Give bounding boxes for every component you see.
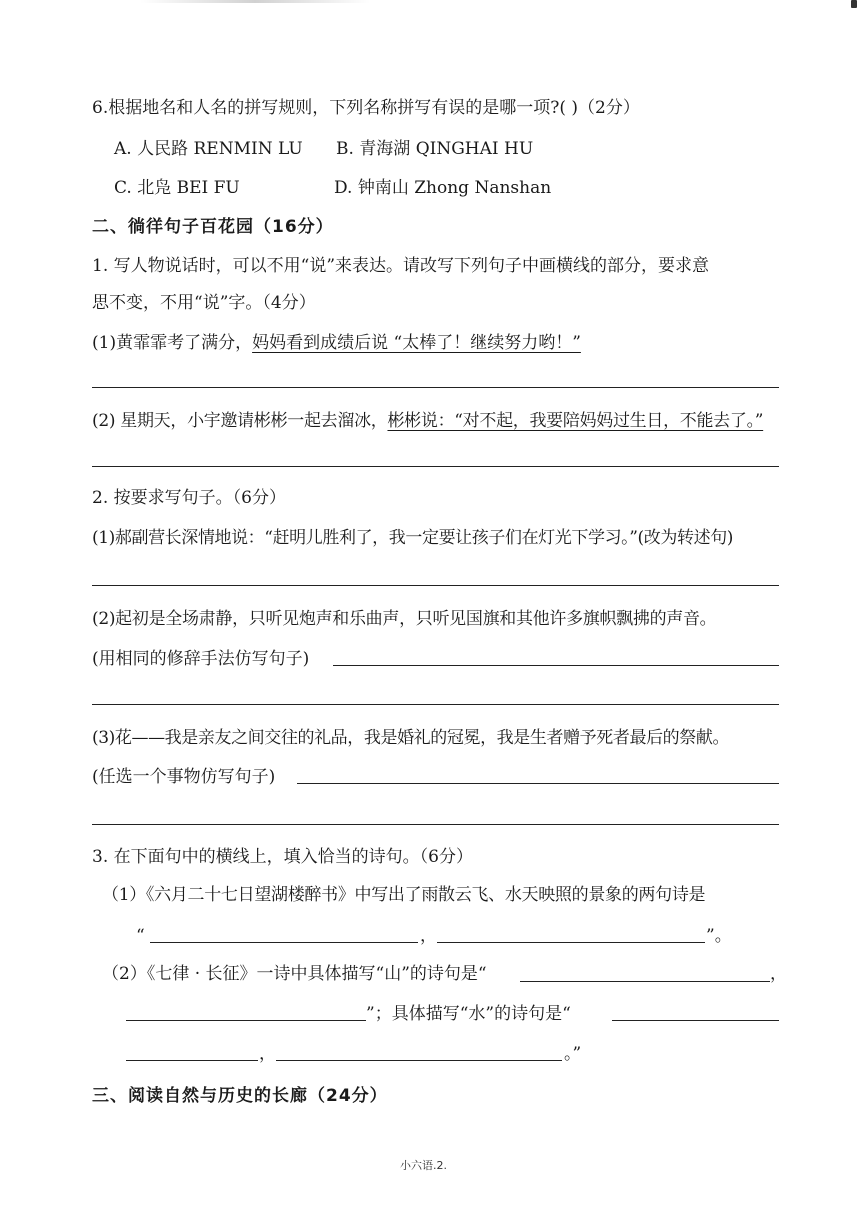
- s2-q2-item3-line2: (任选一个事物仿写句子): [92, 767, 276, 787]
- answer-line-q3-1a[interactable]: [150, 942, 418, 943]
- s2-q2-item2-line1: (2)起初是全场肃静，只听见炮声和乐曲声，只听见国旗和其他许多旗帜飘拂的声音。: [92, 609, 717, 629]
- s2-q1-item1-underlined: 妈妈看到成绩后说 “太棒了！继续努力哟！”: [252, 333, 581, 353]
- q6-option-d: D. 钟南山 Zhong Nanshan: [334, 178, 552, 198]
- s2-q1-stem-line1: 1. 写人物说话时，可以不用“说”来表达。请改写下列句子中画横线的部分，要求意: [92, 256, 710, 276]
- s2-q1-item2-prefix: (2) 星期天，小宇邀请彬彬一起去溜冰，: [92, 411, 388, 431]
- s2-q2-item3-line1: (3)花——我是亲友之间交往的礼品，我是婚礼的冠冕，我是生者赠予死者最后的祭献。: [92, 728, 730, 748]
- s2-q1-item1: [92, 332, 581, 354]
- s2-q3-item1-line1: （1）《六月二十七日望湖楼醉书》中写出了雨散云飞、水天映照的景象的两句诗是: [102, 885, 706, 905]
- scan-edge-mark: [140, 0, 370, 3]
- s2-q3-item2-line3-end: 。”: [564, 1044, 582, 1064]
- s2-q1-item2: [92, 410, 763, 432]
- s2-q3-item1-open-quote: “: [136, 926, 145, 946]
- answer-line-q1-2[interactable]: [92, 466, 779, 467]
- q6-option-a: A. 人民路 RENMIN LU: [114, 139, 303, 159]
- answer-line-q2-1[interactable]: [92, 585, 779, 586]
- section2-title: 二、徜徉句子百花园（16分）: [92, 217, 334, 237]
- answer-line-q3-2b[interactable]: [126, 1020, 366, 1021]
- section3-title: 三、阅读自然与历史的长廊（24分）: [92, 1086, 388, 1106]
- answer-line-q3-2a[interactable]: [520, 981, 770, 982]
- s2-q3-item2-line2-mid: ”；具体描写“水”的诗句是“: [366, 1004, 571, 1024]
- answer-line-q3-2e[interactable]: [276, 1060, 562, 1061]
- s2-q1-item1-prefix: (1)黄霏霏考了满分，: [92, 333, 253, 353]
- answer-line-q2-3b[interactable]: [92, 824, 779, 825]
- s2-q1-stem-line2: 思不变，不用“说”字。（4分）: [92, 293, 316, 313]
- answer-line-q1-1[interactable]: [92, 387, 779, 388]
- s2-q2-stem: 2. 按要求写句子。（6分）: [92, 488, 286, 508]
- answer-line-q3-2c[interactable]: [612, 1020, 779, 1021]
- q6-option-b: B. 青海湖 QINGHAI HU: [336, 139, 534, 159]
- s2-q2-item2-line2: (用相同的修辞手法仿写句子): [92, 649, 310, 669]
- s2-q2-item1: (1)郝副营长深情地说：“赶明儿胜利了，我一定要让孩子们在灯光下学习。”(改为转述句): [92, 528, 734, 548]
- scan-corner-mark: [851, 0, 857, 8]
- s2-q3-item2-line1: （2）《七律 · 长征》一诗中具体描写“山”的诗句是“: [102, 964, 487, 984]
- page-footer-label: 小六语.2.: [400, 1159, 447, 1172]
- q6-option-c: C. 北凫 BEI FU: [114, 178, 240, 198]
- answer-line-q3-1b[interactable]: [437, 942, 705, 943]
- s2-q3-item2-line1-end: ，: [770, 964, 787, 984]
- q6-stem: 6.根据地名和人名的拼写规则，下列名称拼写有误的是哪一项?( )（2分）: [92, 98, 640, 118]
- s2-q3-stem: 3. 在下面句中的横线上，填入恰当的诗句。（6分）: [92, 847, 473, 867]
- s2-q3-item1-comma: ，: [420, 926, 437, 946]
- s2-q3-item1-close: ”。: [706, 926, 732, 946]
- s2-q3-item2-line3-comma: ，: [259, 1044, 276, 1064]
- answer-line-q3-2d[interactable]: [126, 1060, 258, 1061]
- answer-line-q2-2b[interactable]: [92, 704, 779, 705]
- answer-line-q2-3a[interactable]: [297, 783, 779, 784]
- s2-q1-item2-underlined: 彬彬说：“对不起，我要陪妈妈过生日，不能去了。”: [387, 411, 764, 431]
- answer-line-q2-2a[interactable]: [333, 665, 779, 666]
